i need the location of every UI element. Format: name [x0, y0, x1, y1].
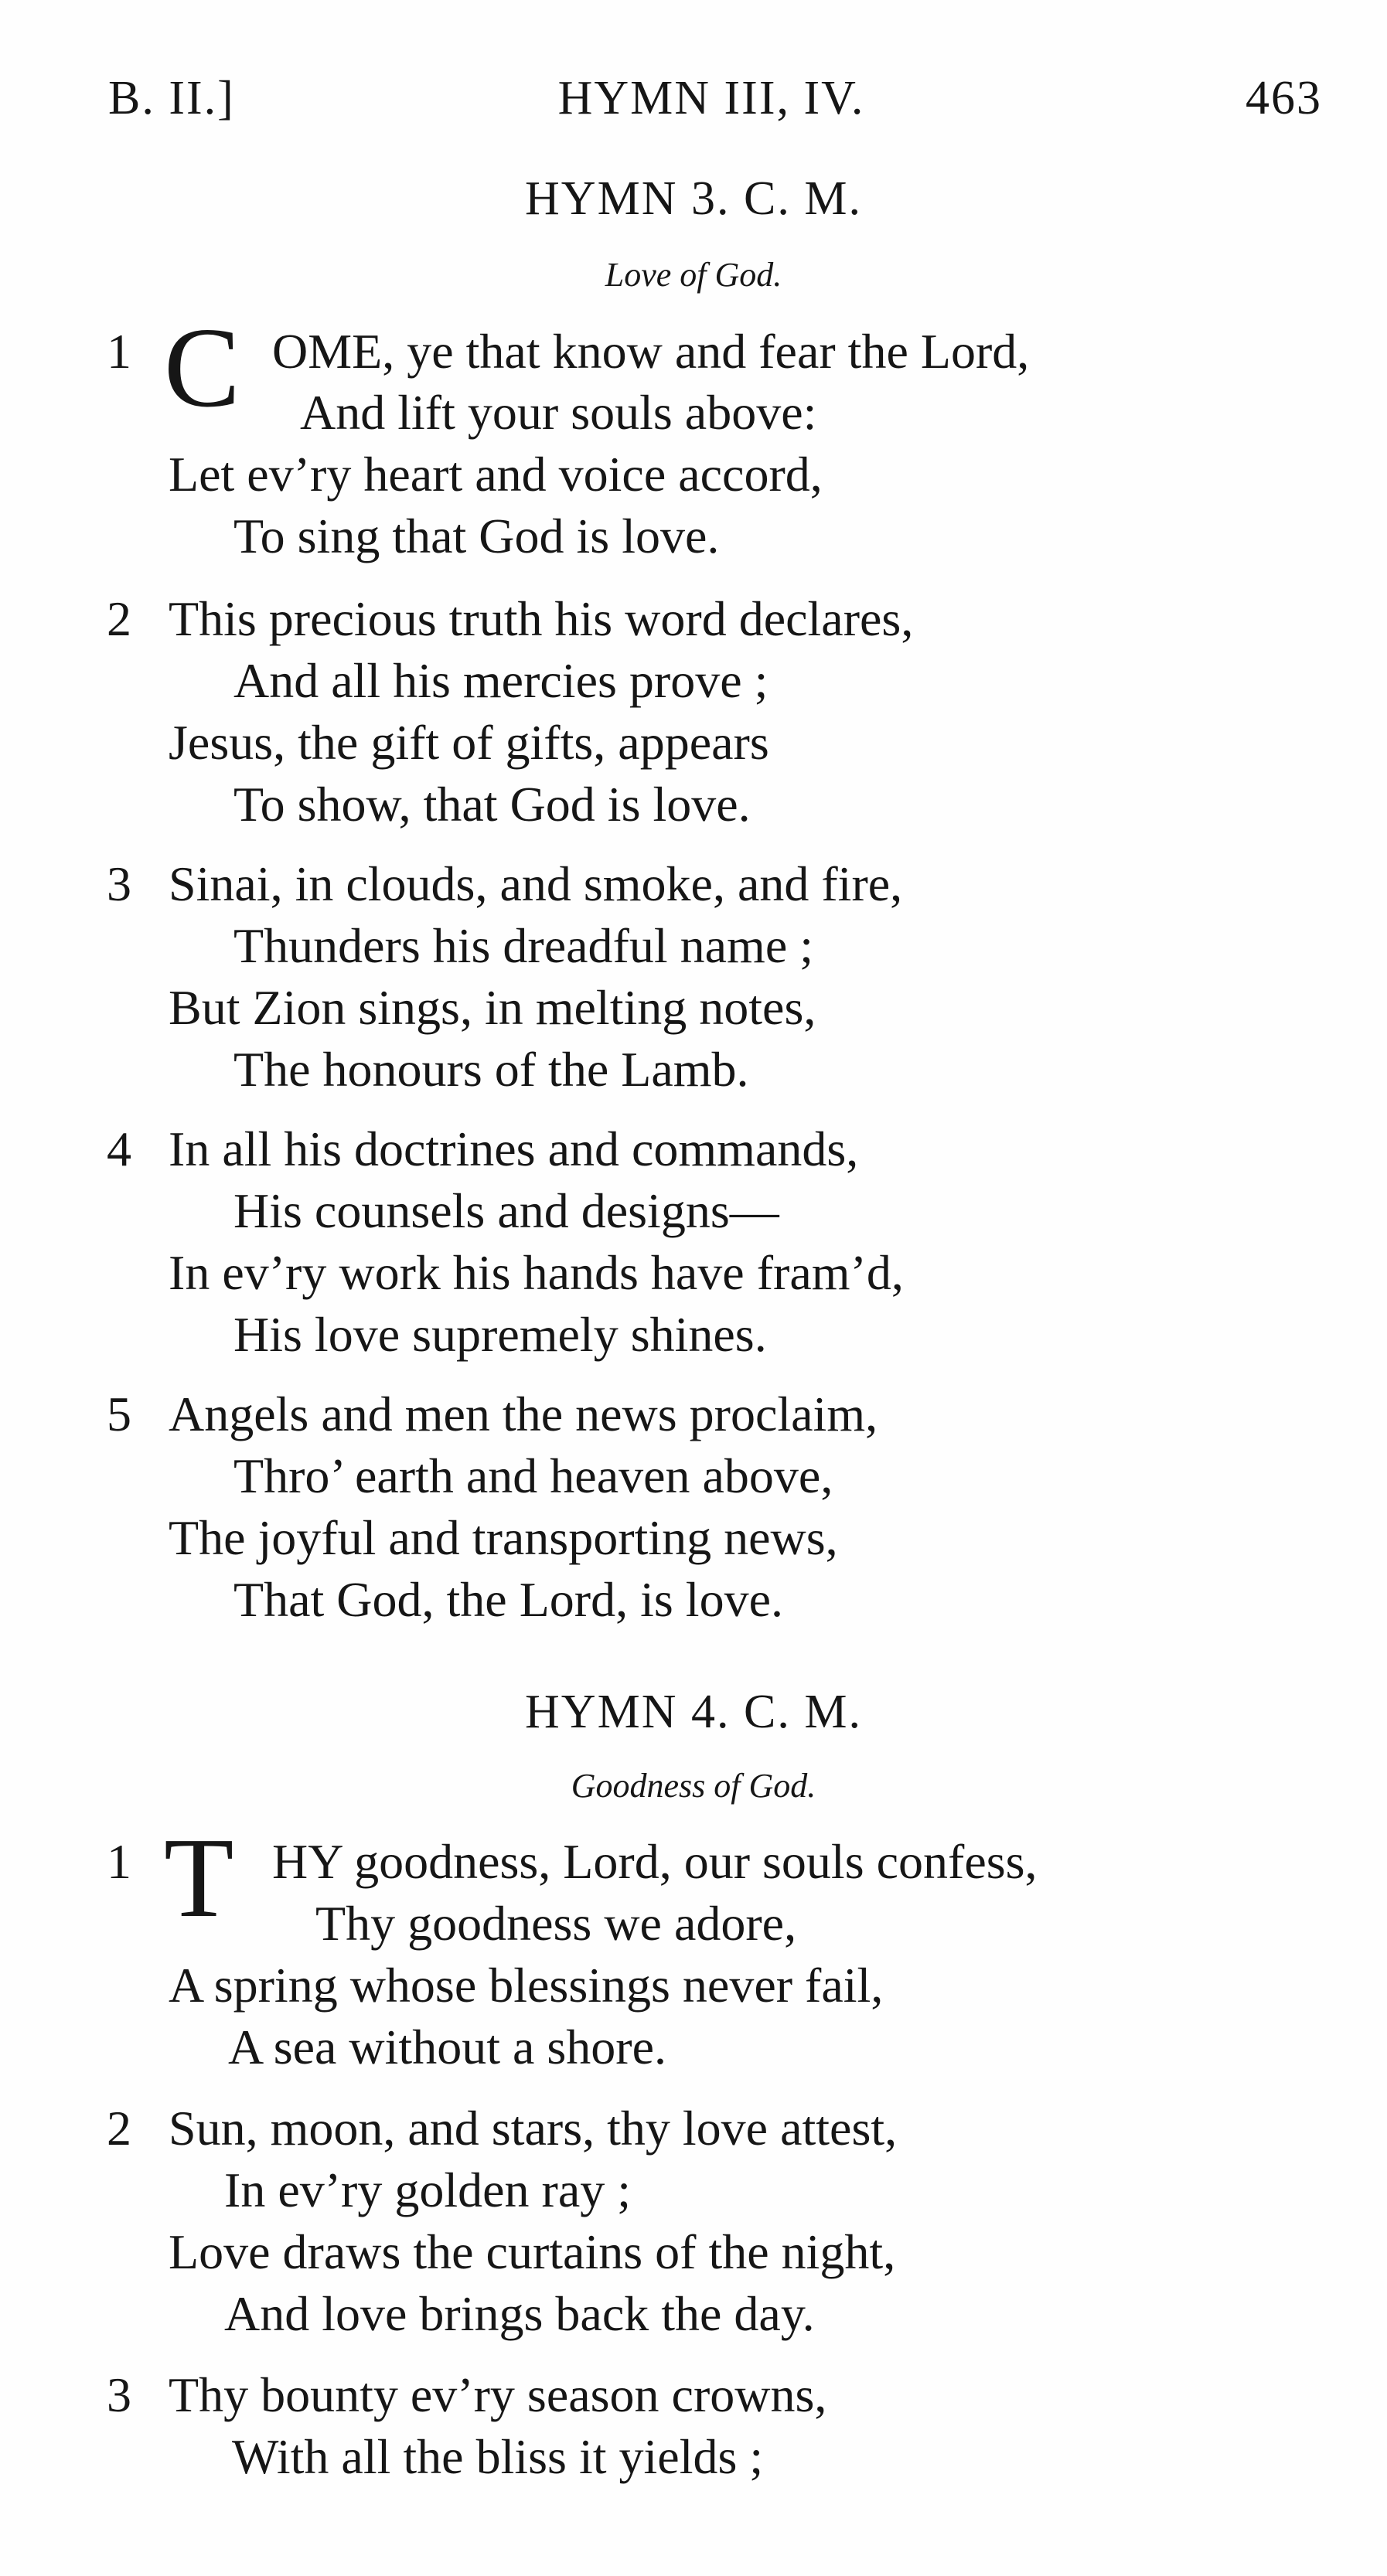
- verse-line: HY goodness, Lord, our souls confess,: [272, 1834, 1038, 1889]
- verse-line: OME, ye that know and fear the Lord,: [272, 324, 1030, 379]
- hymn-subtitle: Goodness of God.: [571, 1767, 816, 1805]
- stanza-number: 2: [107, 591, 131, 646]
- verse-line: But Zion sings, in melting notes,: [169, 980, 816, 1035]
- verse-line: Let ev’ry heart and voice accord,: [169, 447, 823, 502]
- drop-cap: T: [164, 1815, 234, 1941]
- verse-line: In ev’ry work his hands have fram’d,: [169, 1245, 904, 1300]
- verse-line: Thy bounty ev’ry season crowns,: [169, 2367, 827, 2422]
- hymn-subtitle: Love of God.: [605, 256, 782, 294]
- verse-line: And love brings back the day.: [224, 2286, 815, 2341]
- running-title: HYMN III, IV.: [557, 72, 865, 124]
- stanza-number: 1: [107, 1834, 131, 1889]
- verse-line: Thy goodness we adore,: [315, 1896, 797, 1951]
- verse-line: With all the bliss it yields ;: [232, 2429, 764, 2484]
- stanza-number: 3: [107, 2367, 131, 2422]
- stanza-number: 5: [107, 1387, 131, 1441]
- verse-line: And lift your souls above:: [300, 385, 817, 440]
- drop-cap: C: [164, 305, 240, 431]
- stanza-number: 2: [107, 2101, 131, 2156]
- verse-line: In all his doctrines and commands,: [169, 1121, 859, 1176]
- verse-line: Sun, moon, and stars, thy love attest,: [169, 2101, 898, 2156]
- verse-line: This precious truth his word declares,: [169, 591, 914, 646]
- verse-line: Angels and men the news proclaim,: [169, 1387, 878, 1441]
- verse-line: A sea without a shore.: [228, 2020, 666, 2074]
- verse-line: Thro’ earth and heaven above,: [233, 1448, 833, 1503]
- hymn-title: HYMN 3. C. M.: [525, 172, 862, 225]
- verse-line: The honours of the Lamb.: [233, 1042, 749, 1097]
- hymn-title: HYMN 4. C. M.: [525, 1686, 862, 1738]
- running-head: [101, 71, 1322, 133]
- verse-line: Sinai, in clouds, and smoke, and fire,: [169, 856, 903, 911]
- verse-line: That God, the Lord, is love.: [233, 1572, 783, 1627]
- verse-line: The joyful and transporting news,: [169, 1510, 838, 1565]
- page-number: 463: [1246, 72, 1322, 124]
- book-section-label: B. II.]: [108, 72, 235, 124]
- verse-line: And all his mercies prove ;: [233, 653, 768, 708]
- verse-line: To sing that God is love.: [233, 509, 720, 563]
- verse-line: Jesus, the gift of gifts, appears: [169, 715, 769, 770]
- verse-line: In ev’ry golden ray ;: [224, 2163, 632, 2217]
- stanza-number: 1: [107, 324, 131, 379]
- verse-line: To show, that God is love.: [233, 777, 751, 832]
- verse-line: A spring whose blessings never fail,: [169, 1958, 884, 2013]
- verse-line: His counsels and designs—: [233, 1183, 779, 1238]
- verse-line: Thunders his dreadful name ;: [233, 918, 813, 973]
- stanza-number: 3: [107, 856, 131, 911]
- verse-line: Love draws the curtains of the night,: [169, 2224, 896, 2279]
- verse-line: His love supremely shines.: [233, 1307, 767, 1362]
- stanza-number: 4: [107, 1121, 131, 1176]
